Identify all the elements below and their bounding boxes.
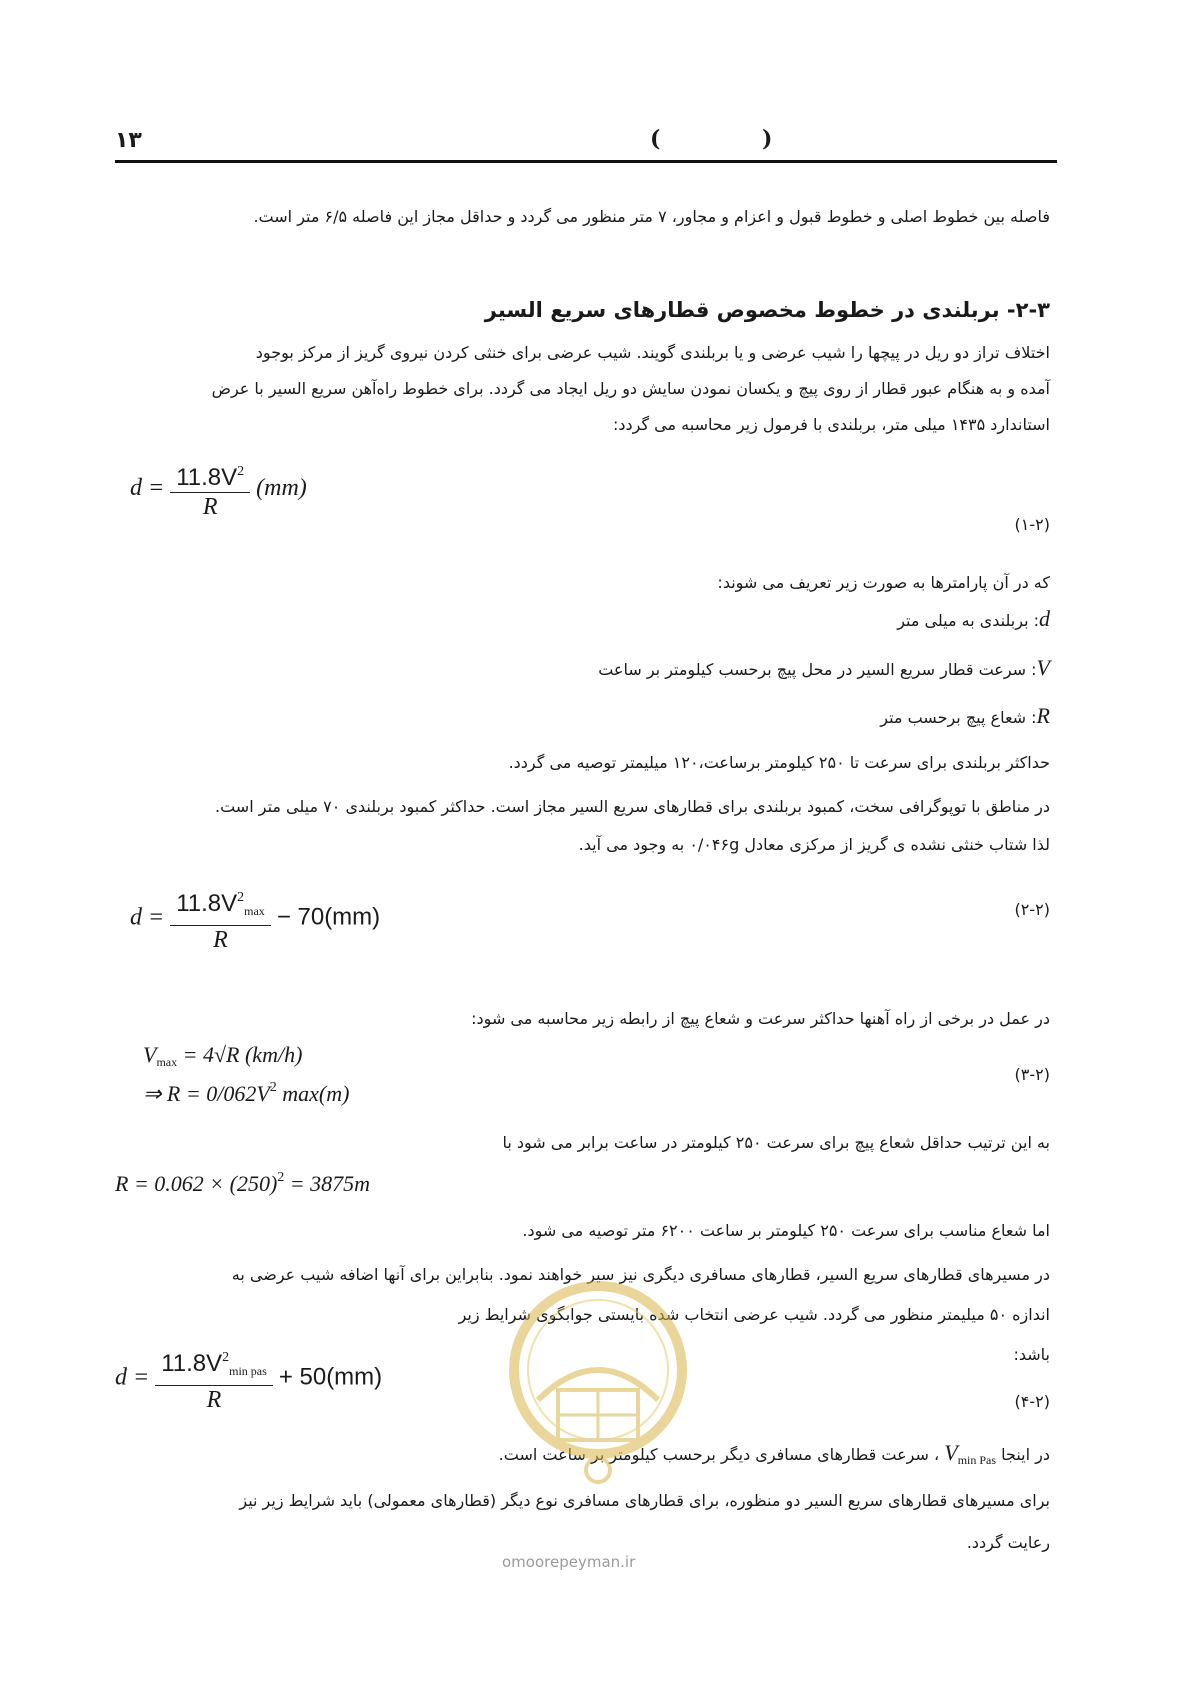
equation-3b-exponent: 2 bbox=[269, 1080, 277, 1095]
equation-4-lhs: d = bbox=[115, 1364, 150, 1391]
paragraph-vmin-prefix: در اینجا bbox=[1001, 1445, 1050, 1464]
paragraph-max-superelevation: حداکثر بربلندی برای سرعت تا ۲۵۰ کیلومتر برساعت،۱۲۰ میلیمتر توصیه می گردد. bbox=[508, 753, 1050, 772]
equation-2-fraction bbox=[170, 884, 271, 954]
equation-2-lhs: d = bbox=[130, 904, 165, 931]
page-number: ۱۳ bbox=[115, 128, 142, 153]
equation-4-numerator: 11.8V bbox=[161, 1350, 223, 1377]
paragraph-1-line-3: استاندارد ۱۴۳۵ میلی متر، بربلندی با فرمول زیر محاسبه می گردد: bbox=[613, 415, 1050, 434]
equation-1-denominator: R bbox=[202, 494, 218, 520]
paragraph-4-line-2: لذا شتاب خنثی نشده ی گریز از مرکزی معادل ۰/۰۴۶g به وجود می آید. bbox=[578, 835, 1050, 854]
equation-radius-exponent: 2 bbox=[277, 1170, 285, 1185]
header-paren-left: ( bbox=[650, 126, 661, 152]
paragraph-1-line-1: اختلاف تراز دو ریل در پیچها را شیب عرضی و یا بربلندی گویند. شیب عرضی برای خنثی کردن نیروی گریز از مرکز بوجود bbox=[255, 343, 1050, 362]
variable-d-text: : بربلندی به میلی متر bbox=[897, 611, 1039, 630]
equation-2-number: (۲-۲) bbox=[1014, 900, 1050, 919]
vmin-letter: V bbox=[944, 1440, 958, 1465]
paragraph-practical: در عمل در برخی از راه آهنها حداکثر سرعت و شعاع پیچ از رابطه زیر محاسبه می شود: bbox=[471, 1009, 1050, 1028]
paragraph-vmin-text: ، سرعت قطارهای مسافری دیگر برحسب کیلومتر بر ساعت است. bbox=[498, 1445, 940, 1464]
equation-4-number: (۴-۲) bbox=[1014, 1392, 1050, 1411]
variable-v-definition bbox=[598, 655, 1050, 681]
paragraph-intro: فاصله بین خطوط اصلی و خطوط قبول و اعزام و مجاور، ۷ متر منظور می گردد و حداقل مجاز این فاصله ۶/۵ متر است. bbox=[253, 207, 1050, 226]
vmin-subscript: min Pas bbox=[957, 1453, 997, 1467]
paragraph-min-radius: به این ترتیب حداقل شعاع پیچ برای سرعت ۲۵۰ کیلومتر در ساعت برابر می شود با bbox=[502, 1133, 1050, 1152]
equation-2 bbox=[130, 884, 380, 954]
equation-3b-rest: max(m) bbox=[276, 1081, 350, 1106]
equation-4-subscript: min pas bbox=[229, 1364, 267, 1378]
equation-4-exponent: 2 bbox=[222, 1350, 230, 1365]
equation-4-tail: + 50(mm) bbox=[278, 1363, 383, 1391]
paragraph-1-line-2: آمده و به هنگام عبور قطار از روی پیچ و یکسان نمودن سایش دو ریل ایجاد می گردد. برای خطوط راه‌آهن سریع السیر با عرض bbox=[211, 379, 1050, 398]
paragraph-10-line-1: برای مسیرهای قطارهای سریع السیر دو منظوره، برای قطارهای مسافری نوع دیگر (قطارهای معمولی) باید شرایط زیر نیز bbox=[239, 1491, 1050, 1510]
paragraph-recommended-radius: اما شعاع مناسب برای سرعت ۲۵۰ کیلومتر بر ساعت ۶۲۰۰ متر توصیه می شود. bbox=[522, 1221, 1050, 1240]
equation-1-lhs: d = bbox=[130, 475, 165, 502]
paragraph-10-line-2: رعایت گردد. bbox=[966, 1533, 1050, 1552]
equation-3b bbox=[143, 1080, 349, 1107]
variable-d-definition bbox=[897, 606, 1050, 632]
paragraph-8-line-3: باشد: bbox=[1013, 1345, 1050, 1364]
equation-1-exponent: 2 bbox=[237, 464, 245, 479]
equation-2-numerator: 11.8V bbox=[176, 890, 238, 917]
equation-3a-v: V bbox=[143, 1042, 157, 1067]
equation-radius bbox=[115, 1170, 370, 1197]
equation-1 bbox=[130, 458, 307, 521]
variable-r-symbol: R bbox=[1036, 703, 1050, 728]
watermark-site: omoorepeyman.ir bbox=[502, 1553, 636, 1571]
watermark-logo bbox=[498, 1280, 698, 1500]
equation-1-number: (۱-۲) bbox=[1014, 515, 1050, 534]
variable-r-definition bbox=[880, 703, 1050, 729]
paragraph-4-line-1: در مناطق با توپوگرافی سخت، کمبود بربلندی برای قطارهای سریع السیر مجاز است. حداکثر کمبود بربلندی ۷۰ میلی متر است. bbox=[215, 797, 1050, 816]
equation-3b-lhs: ⇒ R = 0/062V bbox=[143, 1081, 270, 1106]
paragraph-8-line-1: در مسیرهای قطارهای سریع السیر، قطارهای مسافری دیگری نیز سیر خواهند نمود. بنابراین برای آنها اضافه شیب عرضی به bbox=[231, 1265, 1050, 1284]
equation-4-fraction bbox=[155, 1344, 273, 1414]
equation-radius-rest: = 3875m bbox=[284, 1171, 371, 1196]
variable-v-text: : سرعت قطار سریع السیر در محل پیچ برحسب کیلومتر بر ساعت bbox=[598, 660, 1037, 679]
paragraph-8-line-2: اندازه ۵۰ میلیمتر منظور می گردد. شیب عرضی انتخاب شده بایستی جوابگوی شرایط زیر bbox=[458, 1305, 1050, 1324]
equation-4 bbox=[115, 1344, 382, 1414]
vmin-symbol bbox=[944, 1440, 996, 1465]
section-heading: ۲-۳- بربلندی در خطوط مخصوص قطارهای سریع السیر bbox=[484, 298, 1050, 322]
equation-2-exponent: 2 bbox=[237, 890, 245, 905]
equation-3a bbox=[143, 1042, 302, 1070]
equation-2-subscript: max bbox=[244, 904, 265, 918]
equation-1-unit: (mm) bbox=[256, 475, 307, 502]
equation-1-numerator: 11.8V bbox=[176, 464, 238, 491]
header-paren-right: ) bbox=[762, 126, 773, 152]
header-rule bbox=[115, 160, 1057, 163]
paragraph-parameters: که در آن پارامترها به صورت زیر تعریف می شوند: bbox=[717, 573, 1050, 592]
equation-2-tail: − 70(mm) bbox=[276, 903, 381, 931]
equation-radius-lhs: R = 0.062 × (250) bbox=[115, 1171, 278, 1196]
equation-2-denominator: R bbox=[213, 927, 228, 953]
variable-r-text: : شعاع پیچ برحسب متر bbox=[880, 708, 1037, 727]
equation-3a-rest: = 4√R (km/h) bbox=[182, 1042, 303, 1067]
variable-d-symbol: d bbox=[1039, 606, 1050, 631]
equation-3a-subscript: max bbox=[156, 1055, 178, 1069]
equation-1-fraction bbox=[170, 458, 250, 521]
equation-4-denominator: R bbox=[206, 1387, 222, 1413]
variable-v-symbol: V bbox=[1036, 655, 1050, 680]
equation-3-number: (۳-۲) bbox=[1014, 1065, 1050, 1084]
